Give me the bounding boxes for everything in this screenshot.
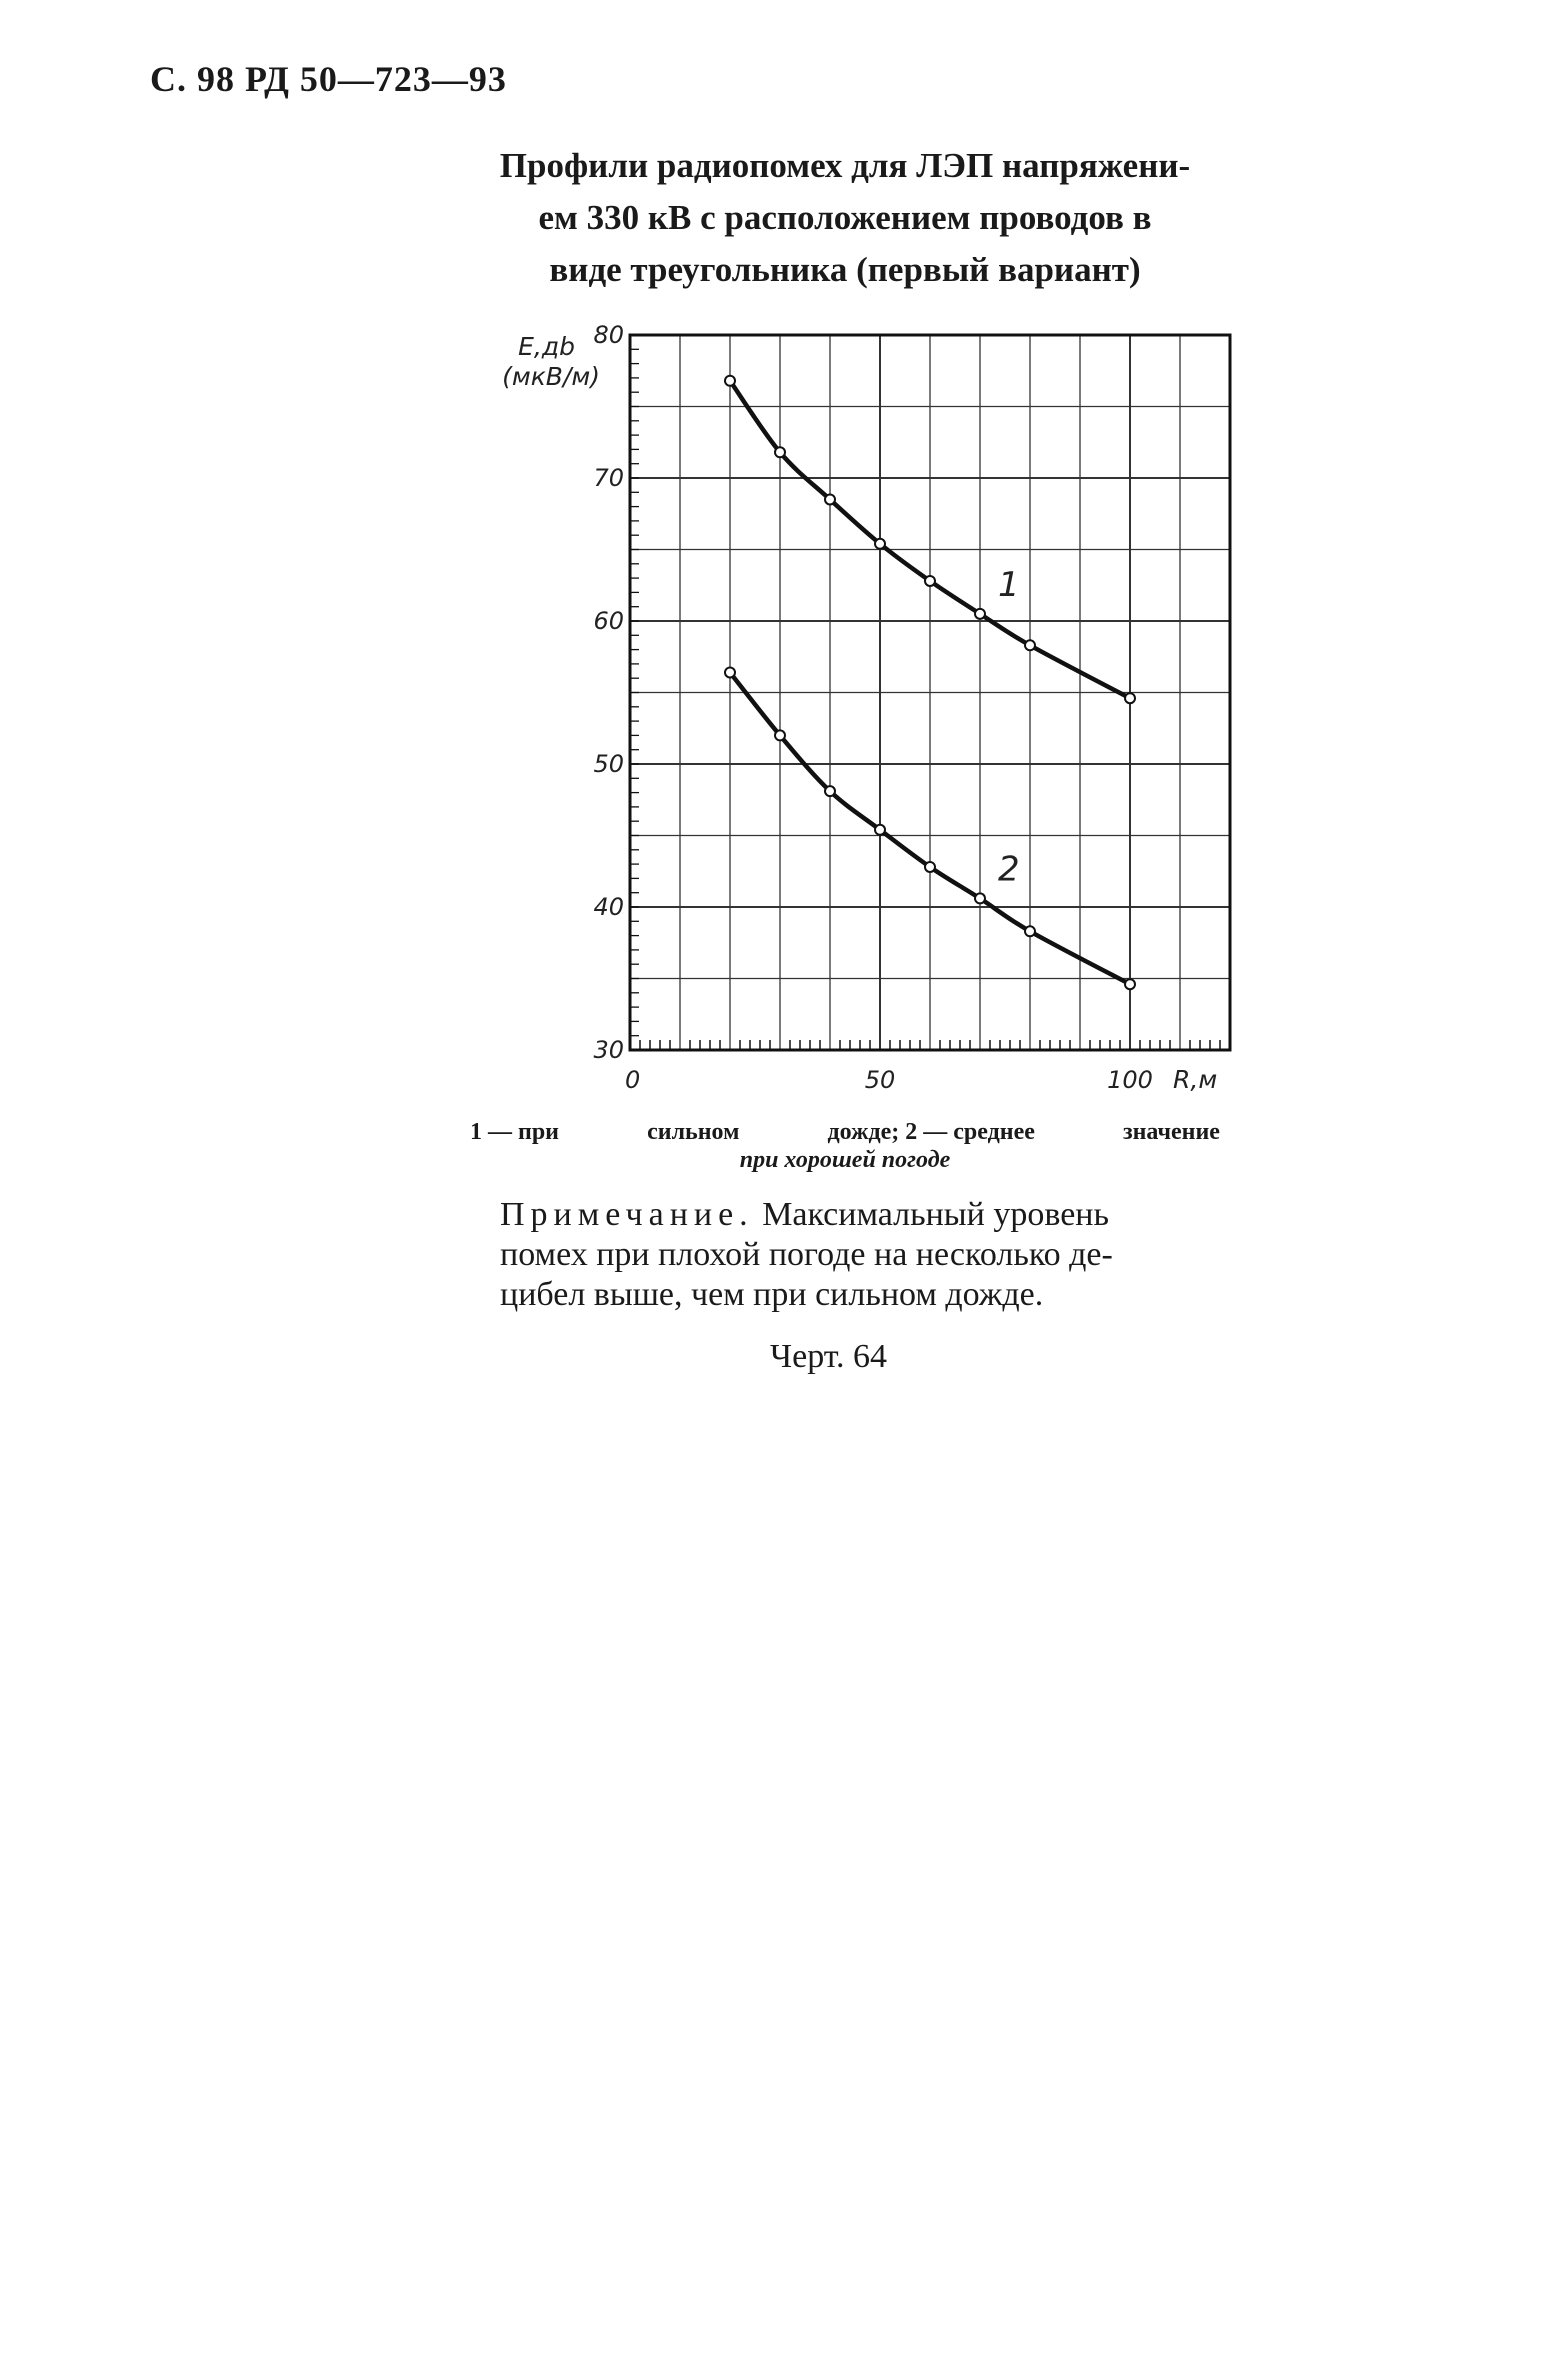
series-point-2 xyxy=(1125,979,1135,989)
series-point-2 xyxy=(1025,926,1035,936)
y-tick-label: 80 xyxy=(593,321,624,349)
note-line-1: Максимальный уровень xyxy=(762,1196,1109,1233)
series-point-2 xyxy=(875,825,885,835)
series-point-1 xyxy=(975,609,985,619)
radio-interference-chart xyxy=(450,315,1270,1115)
page-header: С. 98 РД 50—723—93 xyxy=(150,59,507,99)
x-tick-label: 100 xyxy=(1107,1066,1153,1094)
series-point-1 xyxy=(1025,640,1035,650)
y-axis-title-line-1: E,дb xyxy=(518,332,575,361)
note-block xyxy=(500,1195,1220,1315)
series-label-2: 2 xyxy=(998,849,1020,890)
series-point-2 xyxy=(825,786,835,796)
legend-part-1: 1 — при xyxy=(470,1119,560,1145)
series-point-2 xyxy=(975,893,985,903)
series-label-1: 1 xyxy=(998,564,1020,605)
series-point-2 xyxy=(925,862,935,872)
figure-title xyxy=(430,140,1260,296)
x-axis-title: R,м xyxy=(1173,1065,1218,1094)
series-point-2 xyxy=(775,730,785,740)
series-point-1 xyxy=(875,539,885,549)
series-point-1 xyxy=(725,376,735,386)
series-point-2 xyxy=(725,667,735,677)
title-line-2: ем 330 кВ с расположением проводов в xyxy=(538,198,1152,237)
series-point-1 xyxy=(925,576,935,586)
legend-part-2: сильном xyxy=(647,1119,740,1145)
chart-legend xyxy=(470,1118,1220,1174)
y-tick-label: 30 xyxy=(593,1036,624,1064)
legend-part-4: значение xyxy=(1122,1119,1220,1145)
note-line-2: помех при плохой погоде на несколько де- xyxy=(500,1236,1113,1273)
y-tick-label: 40 xyxy=(593,893,624,921)
legend-part-3: дожде; 2 — среднее xyxy=(827,1119,1035,1145)
note-label: Примечание. xyxy=(500,1196,754,1233)
series-point-1 xyxy=(1125,693,1135,703)
y-tick-label: 60 xyxy=(593,607,624,635)
x-tick-label: 0 xyxy=(625,1066,641,1094)
y-tick-label: 50 xyxy=(593,750,624,778)
y-axis-title-line-2: (мкВ/м) xyxy=(502,362,600,391)
legend-line-2: при хорошей погоде xyxy=(739,1147,951,1173)
note-line-3: цибел выше, чем при сильном дожде. xyxy=(500,1276,1044,1313)
title-line-1: Профили радиопомех для ЛЭП напряжени- xyxy=(499,146,1191,185)
series-point-1 xyxy=(825,494,835,504)
figure-label: Черт. 64 xyxy=(770,1338,888,1375)
y-tick-label: 70 xyxy=(593,464,624,492)
title-line-3: виде треугольника (первый вариант) xyxy=(549,250,1141,289)
x-tick-label: 50 xyxy=(864,1066,896,1094)
series-point-1 xyxy=(775,447,785,457)
